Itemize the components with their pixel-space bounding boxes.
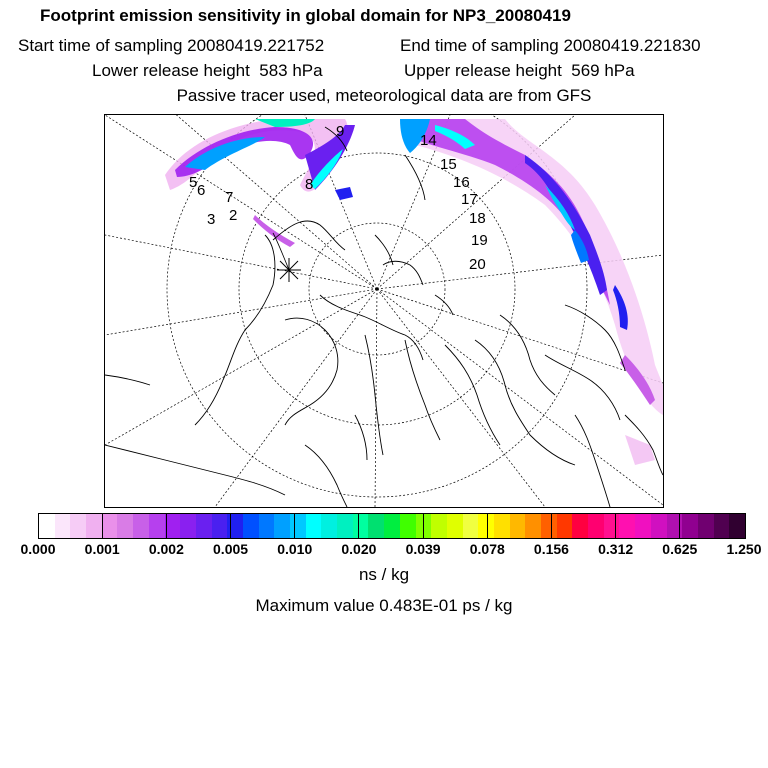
meridian xyxy=(105,289,377,445)
map-canvas xyxy=(105,115,663,507)
colorbar-swatch xyxy=(714,514,730,538)
lower-release-label: Lower release height 583 hPa xyxy=(92,61,323,80)
trajectory-label: 17 xyxy=(461,191,478,208)
colorbar-swatch xyxy=(463,514,479,538)
start-sampling-label: Start time of sampling 20080419.221752 xyxy=(18,36,325,55)
colorbar-divider xyxy=(615,514,616,538)
colorbar-divider xyxy=(487,514,488,538)
colorbar-divider xyxy=(294,514,295,538)
colorbar-swatch xyxy=(368,514,384,538)
trajectory-label: 16 xyxy=(453,174,470,191)
colorbar-swatch xyxy=(510,514,526,538)
colorbar-swatch xyxy=(604,514,620,538)
colorbar-tick-label: 0.005 xyxy=(213,541,249,557)
colorbar-swatch xyxy=(729,514,745,538)
colorbar-swatch xyxy=(682,514,698,538)
end-sampling-label: End time of sampling 20080419.221830 xyxy=(400,36,701,55)
trajectory-label: 18 xyxy=(469,210,486,227)
colorbar-divider xyxy=(423,514,424,538)
trajectory-label: 3 xyxy=(207,211,216,228)
colorbar-swatch xyxy=(525,514,541,538)
colorbar-tick-label: 1.250 xyxy=(726,541,762,557)
meridian xyxy=(377,289,545,507)
colorbar-swatch xyxy=(651,514,667,538)
colorbar-swatch xyxy=(384,514,400,538)
trajectory-label: 14 xyxy=(420,132,437,149)
colorbar-swatch xyxy=(353,514,369,538)
colorbar-swatch xyxy=(149,514,165,538)
colorbar-swatch xyxy=(259,514,275,538)
trajectory-label: 2 xyxy=(229,207,238,224)
colorbar-swatch xyxy=(306,514,322,538)
tracer-note: Passive tracer used, meteorological data are from GFS xyxy=(176,86,592,105)
colorbar-swatch xyxy=(133,514,149,538)
colorbar-divider xyxy=(551,514,552,538)
colorbar-tick-label: 0.000 xyxy=(20,541,56,557)
colorbar-swatch xyxy=(321,514,337,538)
colorbar-swatch xyxy=(39,514,55,538)
colorbar-swatch xyxy=(212,514,228,538)
trajectory-label: 7 xyxy=(225,189,234,206)
colorbar-swatch xyxy=(588,514,604,538)
colorbar-divider xyxy=(679,514,680,538)
colorbar-divider xyxy=(358,514,359,538)
colorbar-swatch xyxy=(290,514,306,538)
colorbar-tick-label: 0.078 xyxy=(469,541,505,557)
colorbar-swatch xyxy=(698,514,714,538)
trajectory-label: 9 xyxy=(336,123,345,140)
colorbar-swatch xyxy=(180,514,196,538)
colorbar-tick-label: 0.039 xyxy=(405,541,441,557)
colorbar-swatch xyxy=(431,514,447,538)
trajectory-label: 20 xyxy=(469,256,486,273)
meridian xyxy=(215,289,377,507)
plot-title: Footprint emission sensitivity in global domain for NP3_20080419 xyxy=(40,6,571,25)
colorbar-swatch xyxy=(337,514,353,538)
colorbar-tick-label: 0.010 xyxy=(277,541,313,557)
colorbar-divider xyxy=(166,514,167,538)
trajectory-label: 19 xyxy=(471,232,488,249)
colorbar-swatch xyxy=(86,514,102,538)
colorbar-swatch xyxy=(274,514,290,538)
meridian xyxy=(105,235,377,289)
colorbar-tick-label: 0.156 xyxy=(533,541,569,557)
colorbar-divider xyxy=(230,514,231,538)
colorbar-swatch xyxy=(557,514,573,538)
max-value-label: Maximum value 0.483E-01 ps / kg xyxy=(255,596,513,615)
colorbar-swatch xyxy=(117,514,133,538)
colorbar-swatch xyxy=(102,514,118,538)
colorbar-swatch xyxy=(196,514,212,538)
colorbar-swatch xyxy=(400,514,416,538)
colorbar-swatch xyxy=(541,514,557,538)
polar-map xyxy=(104,114,664,508)
trajectory-label: 8 xyxy=(305,176,314,193)
colorbar xyxy=(38,513,746,539)
colorbar-tick-label: 0.625 xyxy=(662,541,698,557)
colorbar-tick-label: 0.312 xyxy=(598,541,634,557)
colorbar-tick-label: 0.002 xyxy=(148,541,184,557)
trajectory-label: 5 xyxy=(189,174,198,191)
colorbar-swatch xyxy=(494,514,510,538)
colorbar-swatch xyxy=(635,514,651,538)
trajectory-label: 15 xyxy=(440,156,457,173)
colorbar-tick-label: 0.001 xyxy=(84,541,120,557)
colorbar-swatch xyxy=(619,514,635,538)
sensitivity-field xyxy=(165,119,663,465)
colorbar-swatch xyxy=(55,514,71,538)
meridian xyxy=(105,289,377,335)
colorbar-divider xyxy=(102,514,103,538)
colorbar-swatch xyxy=(243,514,259,538)
trajectory-label: 6 xyxy=(197,182,206,199)
colorbar-tick-label: 0.020 xyxy=(341,541,377,557)
colorbar-swatch xyxy=(572,514,588,538)
colorbar-units: ns / kg xyxy=(358,565,410,584)
colorbar-swatch xyxy=(70,514,86,538)
upper-release-label: Upper release height 569 hPa xyxy=(404,61,635,80)
colorbar-swatch xyxy=(447,514,463,538)
